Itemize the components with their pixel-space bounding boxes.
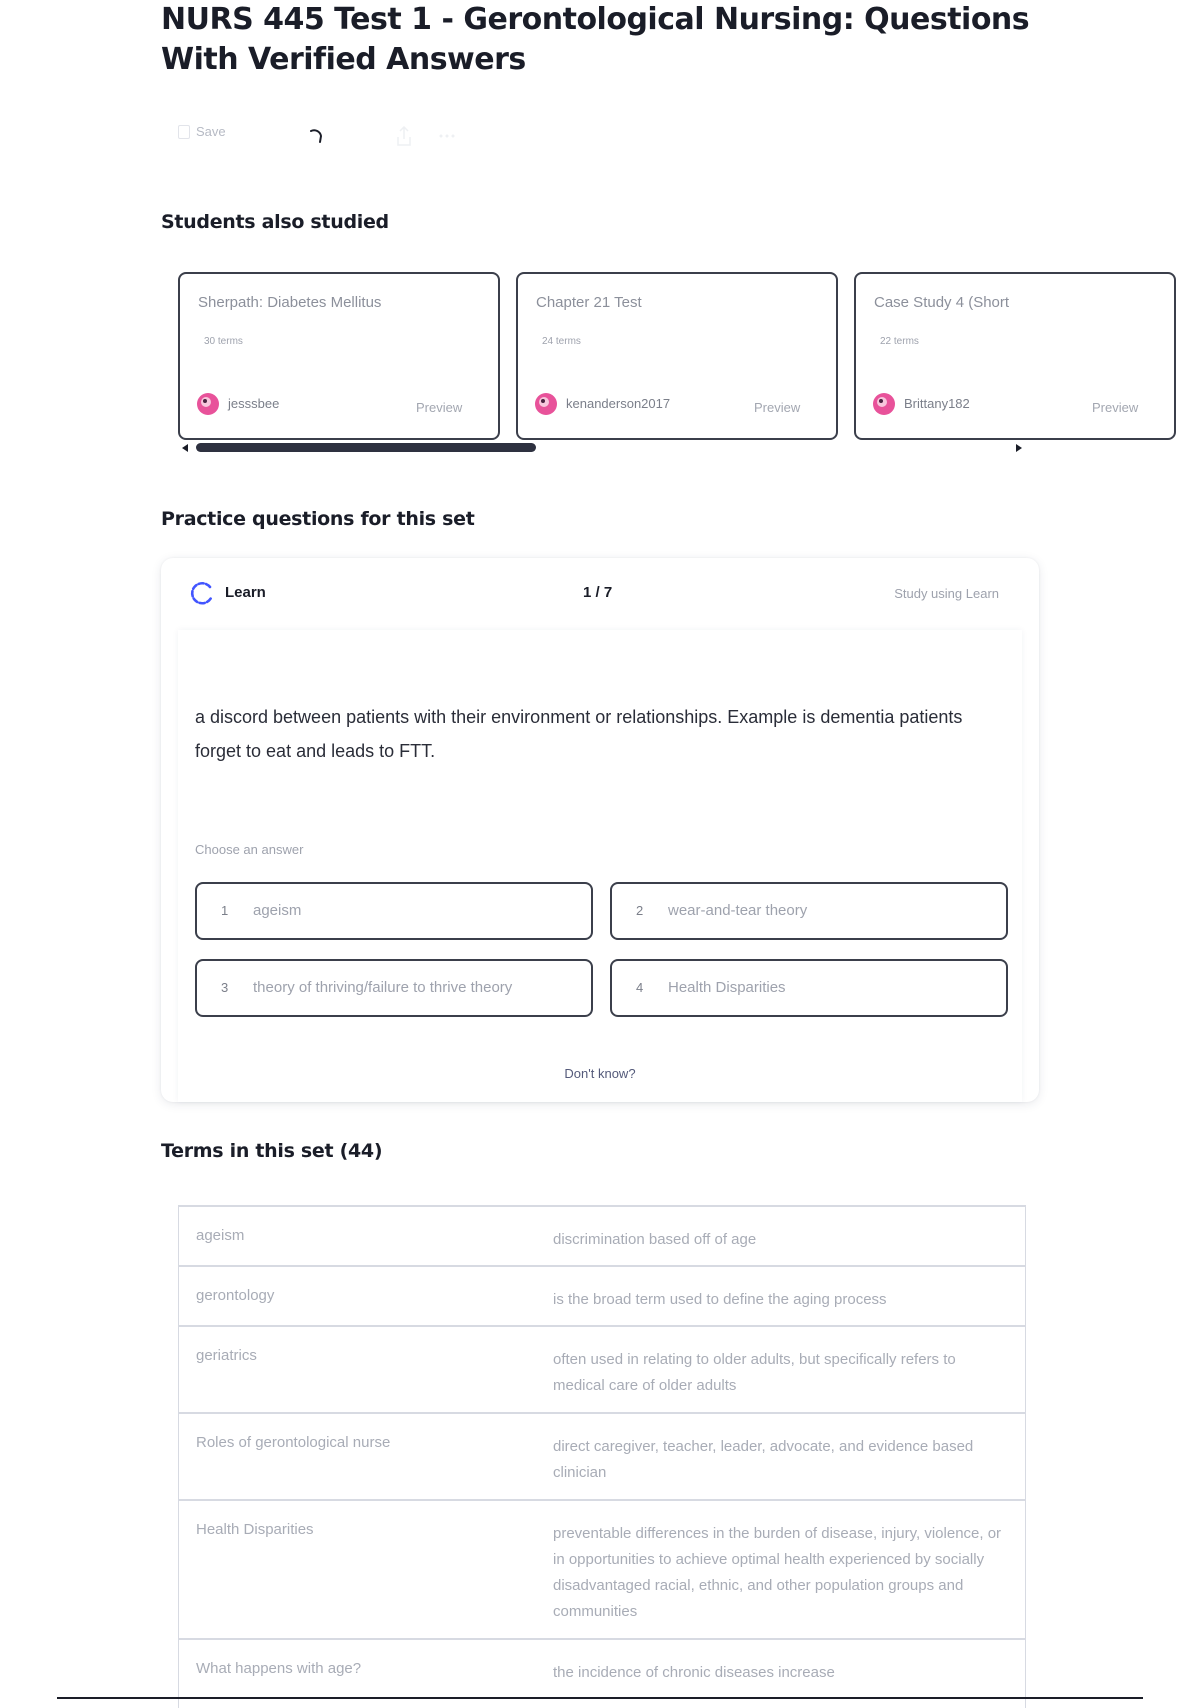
question-progress: 1 / 7 — [583, 584, 613, 601]
option-text: wear-and-tear theory — [668, 902, 808, 919]
question-area — [178, 630, 1022, 1102]
set-card-title: Case Study 4 (Short — [874, 294, 1010, 311]
dont-know-button[interactable]: Don't know? — [564, 1066, 636, 1081]
set-card[interactable] — [516, 272, 838, 440]
study-using-learn-link[interactable]: Study using Learn — [894, 586, 999, 601]
option-text: ageism — [253, 902, 302, 919]
learn-label: Learn — [225, 584, 266, 601]
scroll-thumb[interactable] — [196, 443, 536, 452]
share-icon[interactable] — [392, 124, 416, 148]
set-card-terms: 30 terms — [204, 336, 243, 347]
students-also-studied-heading: Students also studied — [161, 211, 389, 233]
term-definition: the incidence of chronic diseases increase — [553, 1664, 835, 1681]
save-icon — [178, 125, 190, 139]
term-word: Roles of gerontological nurse — [196, 1434, 391, 1451]
avatar — [196, 392, 220, 416]
term-word: geriatrics — [196, 1347, 257, 1364]
option-text: Health Disparities — [668, 979, 786, 996]
answer-option[interactable] — [610, 882, 1008, 940]
choose-answer-label: Choose an answer — [195, 842, 304, 857]
answer-option[interactable] — [195, 882, 593, 940]
set-card[interactable] — [854, 272, 1176, 440]
terms-heading: Terms in this set (44) — [161, 1140, 383, 1162]
more-icon[interactable] — [435, 124, 459, 148]
option-number: 1 — [221, 903, 229, 918]
learn-header — [161, 558, 1039, 630]
save-label: Save — [196, 124, 226, 139]
set-card-terms: 24 terms — [542, 336, 581, 347]
answer-option[interactable] — [610, 959, 1008, 1017]
learn-icon — [189, 580, 215, 606]
option-number: 2 — [636, 903, 644, 918]
toolbar — [178, 124, 478, 154]
term-word: What happens with age? — [196, 1660, 362, 1677]
scroll-right-icon[interactable] — [1016, 444, 1022, 452]
set-card-title: Sherpath: Diabetes Mellitus — [198, 294, 382, 311]
set-card-user[interactable]: kenanderson2017 — [566, 396, 671, 411]
set-card-user[interactable]: Brittany182 — [904, 396, 970, 411]
set-carousel — [178, 272, 1139, 442]
save-button[interactable] — [178, 124, 226, 139]
option-number: 4 — [636, 980, 644, 995]
term-row — [178, 1205, 1026, 1266]
term-row — [178, 1265, 1026, 1326]
preview-button[interactable]: Preview — [754, 400, 801, 415]
loading-icon — [306, 127, 326, 147]
carousel-scrollbar[interactable] — [178, 442, 1026, 456]
term-word: gerontology — [196, 1287, 275, 1304]
option-text: theory of thriving/failure to thrive theory — [253, 979, 513, 996]
set-card-title: Chapter 21 Test — [536, 294, 642, 311]
avatar — [534, 392, 558, 416]
term-definition: preventable differences in the burden of disease, injury, violence, or in opportunities to achieve optimal health experienced by socially disadvantaged racial, ethnic, and other population groups and communities — [553, 1525, 1002, 1620]
option-number: 3 — [221, 980, 229, 995]
term-definition: is the broad term used to define the aging process — [553, 1291, 887, 1308]
page-title: NURS 445 Test 1 - Gerontological Nursing: Questions With Verified Answers — [161, 2, 1030, 77]
term-row — [178, 1325, 1026, 1413]
set-card[interactable] — [178, 272, 500, 440]
term-word: Health Disparities — [196, 1521, 314, 1538]
term-row — [178, 1499, 1026, 1639]
set-card-terms: 22 terms — [880, 336, 919, 347]
term-row — [178, 1412, 1026, 1500]
set-card-user[interactable]: jesssbee — [228, 396, 280, 411]
practice-questions-heading: Practice questions for this set — [161, 508, 475, 530]
preview-button[interactable]: Preview — [1092, 400, 1139, 415]
preview-button[interactable]: Preview — [416, 400, 463, 415]
answer-option[interactable] — [195, 959, 593, 1017]
term-definition: often used in relating to older adults, but specifically refers to medical care of older adults — [553, 1351, 956, 1394]
scroll-left-icon[interactable] — [182, 444, 188, 452]
question-text: a discord between patients with their environment or relationships. Example is dementia patients forget to eat and leads to FTT. — [195, 707, 963, 761]
learn-card — [161, 558, 1039, 1102]
bottom-divider — [57, 1697, 1143, 1699]
term-definition: direct caregiver, teacher, leader, advocate, and evidence based clinician — [553, 1438, 974, 1481]
term-word: ageism — [196, 1227, 245, 1244]
avatar — [872, 392, 896, 416]
terms-table — [178, 1205, 1026, 1700]
term-definition: discrimination based off of age — [553, 1231, 757, 1248]
